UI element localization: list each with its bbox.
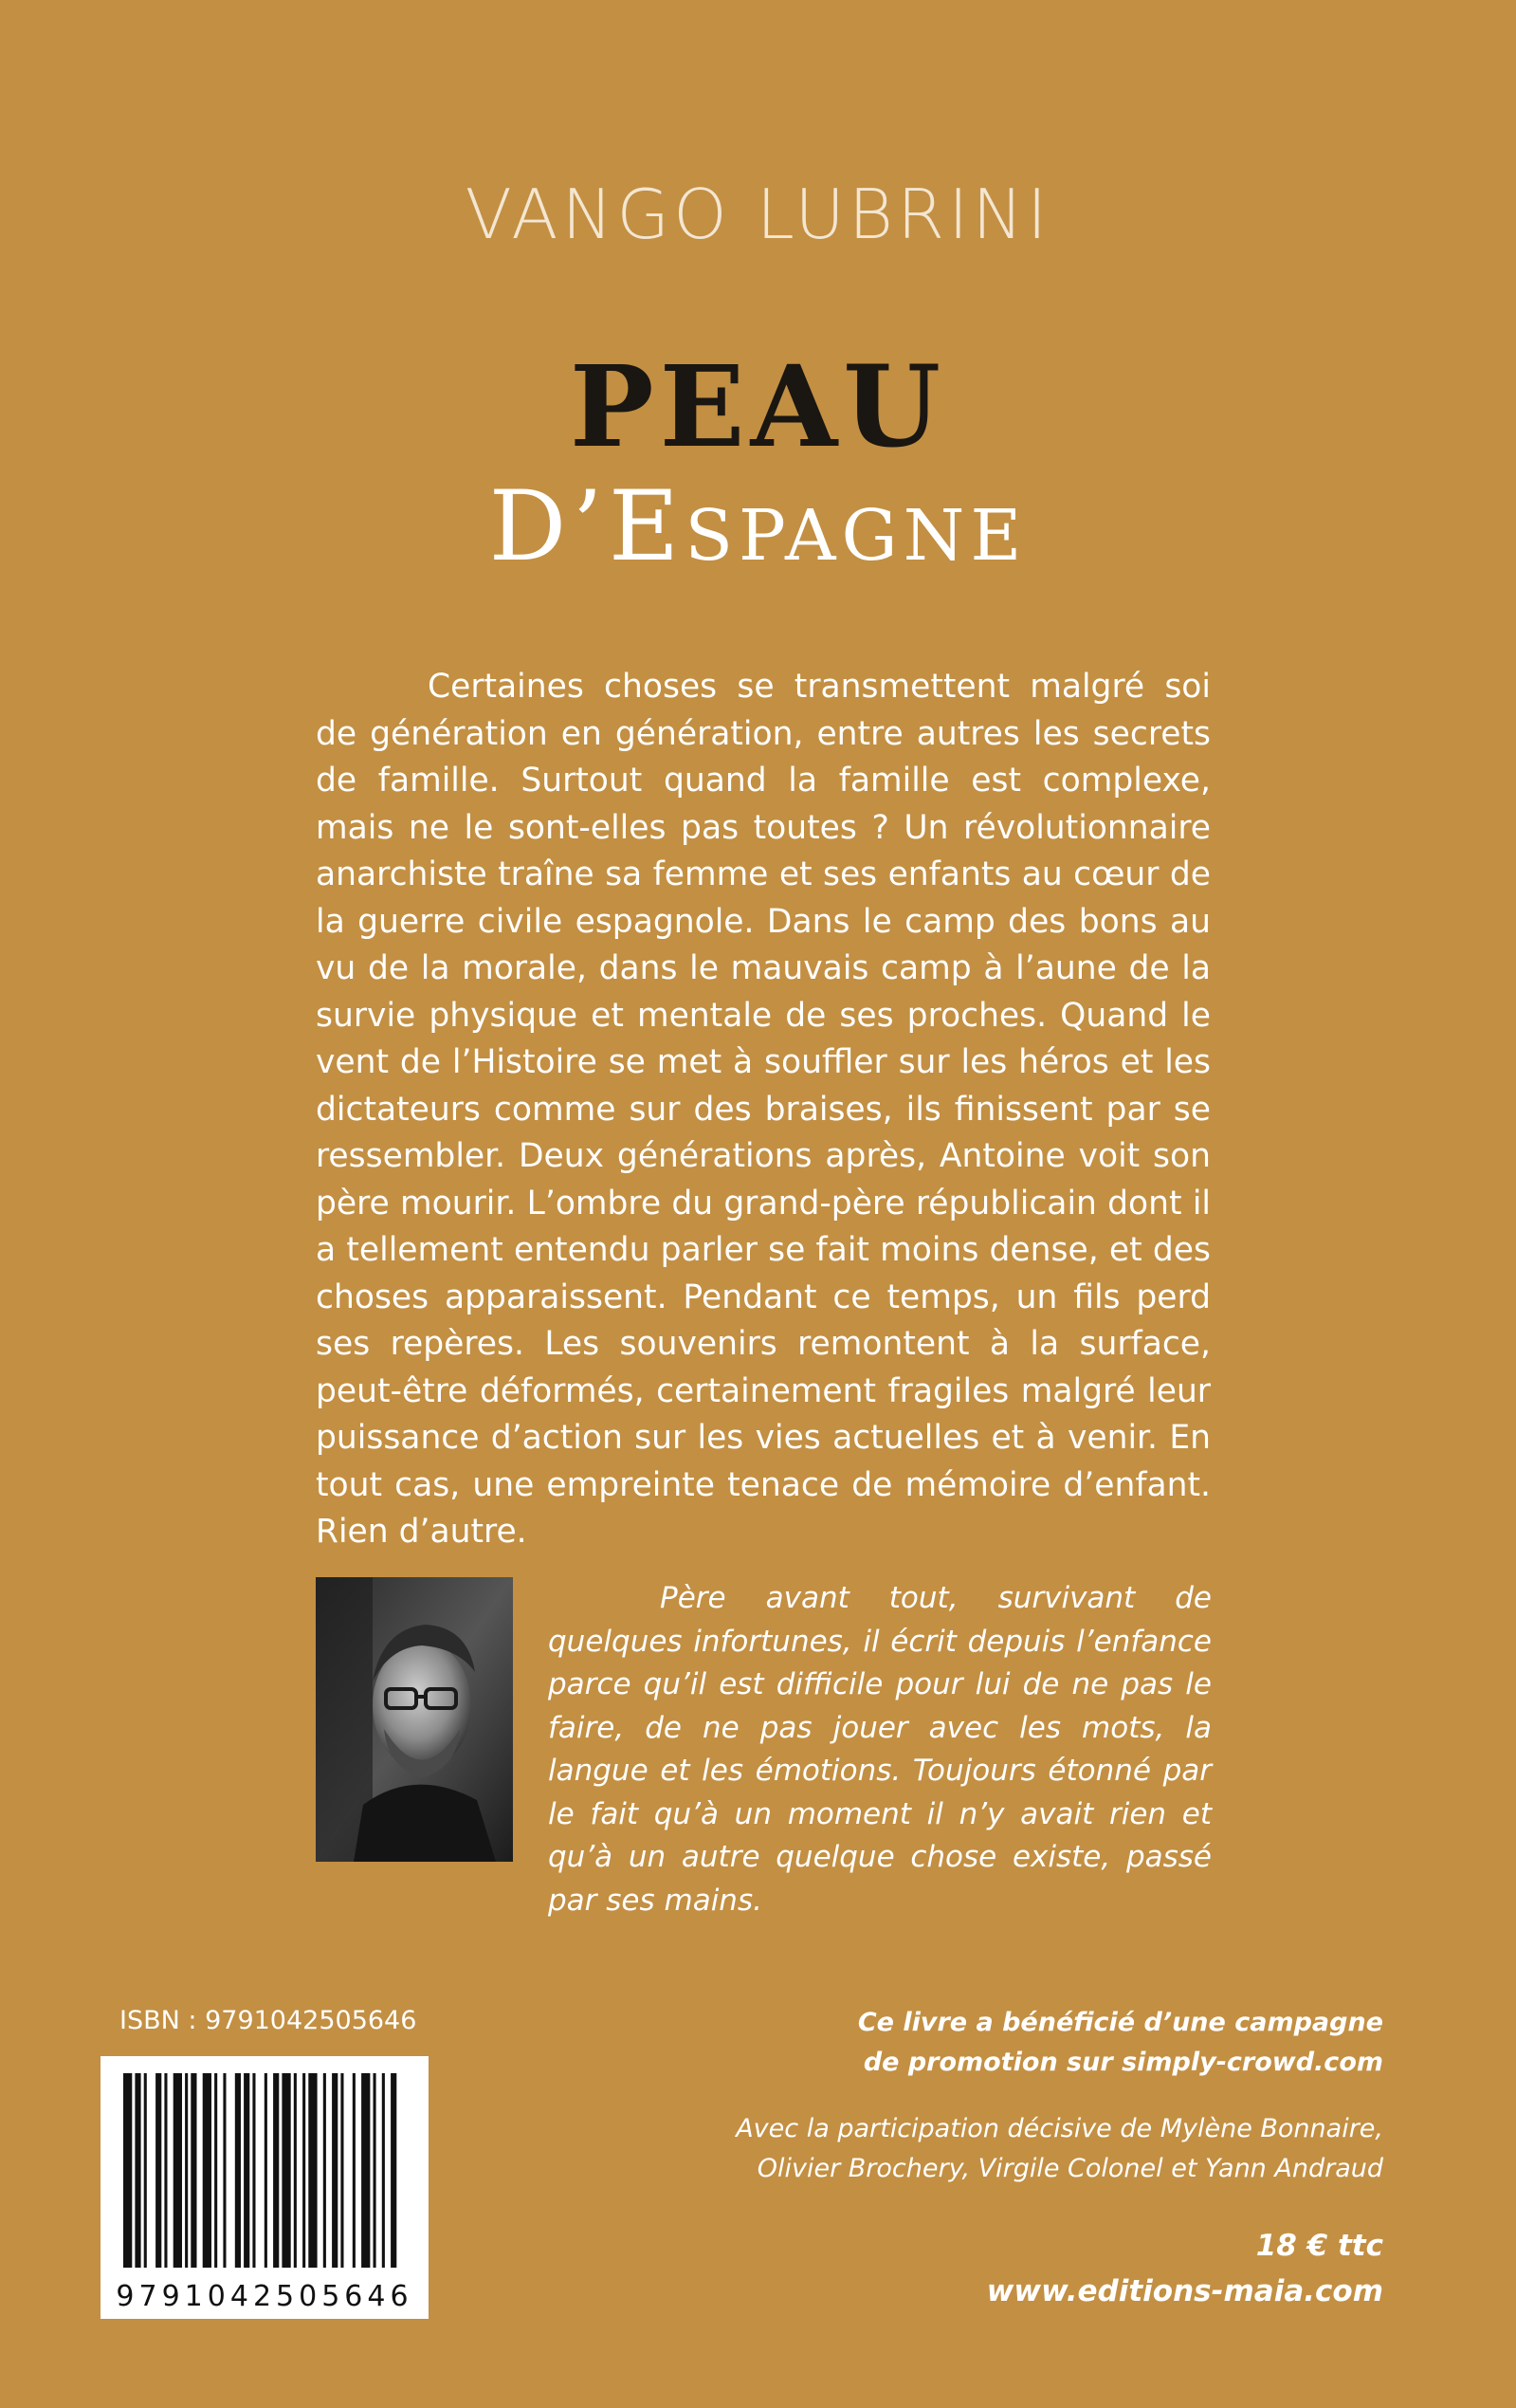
barcode-bar xyxy=(135,2073,140,2268)
title-cap-e: E xyxy=(608,470,685,583)
title-cap-d: D xyxy=(488,470,573,583)
promo-line-2: de promotion sur simply-crowd.com xyxy=(863,2048,1383,2077)
participation-line-1: Avec la participation décisive de Mylène Bonnaire, xyxy=(736,2114,1383,2143)
title-line-1: PEAU xyxy=(569,340,947,472)
barcode-bar xyxy=(294,2073,297,2268)
barcode-bars xyxy=(100,2056,429,2284)
credits-block xyxy=(701,2003,1383,2314)
barcode-bar xyxy=(361,2073,370,2268)
barcode-bar xyxy=(244,2073,249,2268)
barcode-bar xyxy=(308,2073,317,2268)
price: 18 € ttc xyxy=(1255,2229,1383,2263)
barcode-bar xyxy=(185,2073,188,2268)
barcode-bar xyxy=(323,2073,326,2268)
barcode-bar xyxy=(265,2073,267,2268)
barcode-bar xyxy=(382,2073,385,2268)
barcode-bar xyxy=(191,2073,196,2268)
barcode-bar xyxy=(164,2073,167,2268)
isbn-barcode xyxy=(100,2056,429,2319)
barcode-digits: 9791042505646 xyxy=(116,2280,413,2313)
barcode-bar xyxy=(214,2073,217,2268)
promo-line-1: Ce livre a bénéficié d’une campagne xyxy=(857,2008,1383,2037)
barcode-bar xyxy=(203,2073,211,2268)
barcode-bar xyxy=(155,2073,161,2268)
barcode-bar xyxy=(282,2073,290,2268)
author-name: VANGO LUBRINI xyxy=(465,175,1051,254)
barcode-bar xyxy=(273,2073,279,2268)
barcode-bar xyxy=(252,2073,255,2268)
participation-line-2: Olivier Brochery, Virgile Colonel et Yann Andraud xyxy=(757,2154,1383,2183)
barcode-bar xyxy=(340,2073,343,2268)
barcode-bar xyxy=(374,2073,376,2268)
title-small-caps: SPAGNE xyxy=(685,495,1028,577)
barcode-bar xyxy=(235,2073,241,2268)
author-bio: Père avant tout, survivant de quelques infortunes, il écrit depuis l’enfance parce qu’il est difficile pour lui de ne pas le faire, de ne pas jouer avec les mots, la langue et les émotions. Toujours étonné par le fait qu’à un moment il n’y avait rien et qu’à un autre quelque chose existe, passé par ses mains. xyxy=(548,1581,1212,1918)
barcode-bar xyxy=(144,2073,147,2268)
author-photo xyxy=(316,1577,513,1862)
back-cover-blurb: Certaines choses se transmettent malgré soi de génération en génération, entre autres les secrets de famille. Surtout quand la famille est complexe, mais ne le sont-elles pas toutes ? Un révolutionnaire anarchiste traîne sa femme et ses enfants au cœur de la guerre civile espagnole. Dans le camp des bons au vu de la morale, dans le mauvais camp à l’aune de la survie physique et mentale de ses proches. Quand le vent de l’Histoire se met à souffler sur les héros et les dictateurs comme sur des braises, ils finissent par se ressembler. Deux générations après, Antoine voit son père mourir. L’ombre du grand-père républicain dont il a tellement entendu parler se fait moins dense, et des choses apparaissent. Pendant ce temps, un fils perd ses repères. Les souvenirs remontent à la surface, peut-être déformés, certainement fragiles malgré leur puissance d’action sur les vies actuelles et à venir. En tout cas, une empreinte tenace de mémoire d’enfant. Rien d’autre. xyxy=(316,668,1211,1551)
isbn-label: ISBN : 9791042505646 xyxy=(119,2006,417,2035)
title-apostrophe: ’ xyxy=(572,470,609,583)
barcode-bar xyxy=(123,2073,132,2268)
barcode-bar xyxy=(174,2073,182,2268)
barcode-bar xyxy=(353,2073,356,2268)
barcode-bar xyxy=(302,2073,305,2268)
barcode-bar xyxy=(223,2073,226,2268)
barcode-bar xyxy=(391,2073,396,2268)
barcode-bar xyxy=(332,2073,338,2268)
publisher-website[interactable]: www.editions-maia.com xyxy=(986,2274,1383,2308)
title-line-2 xyxy=(0,470,1516,583)
